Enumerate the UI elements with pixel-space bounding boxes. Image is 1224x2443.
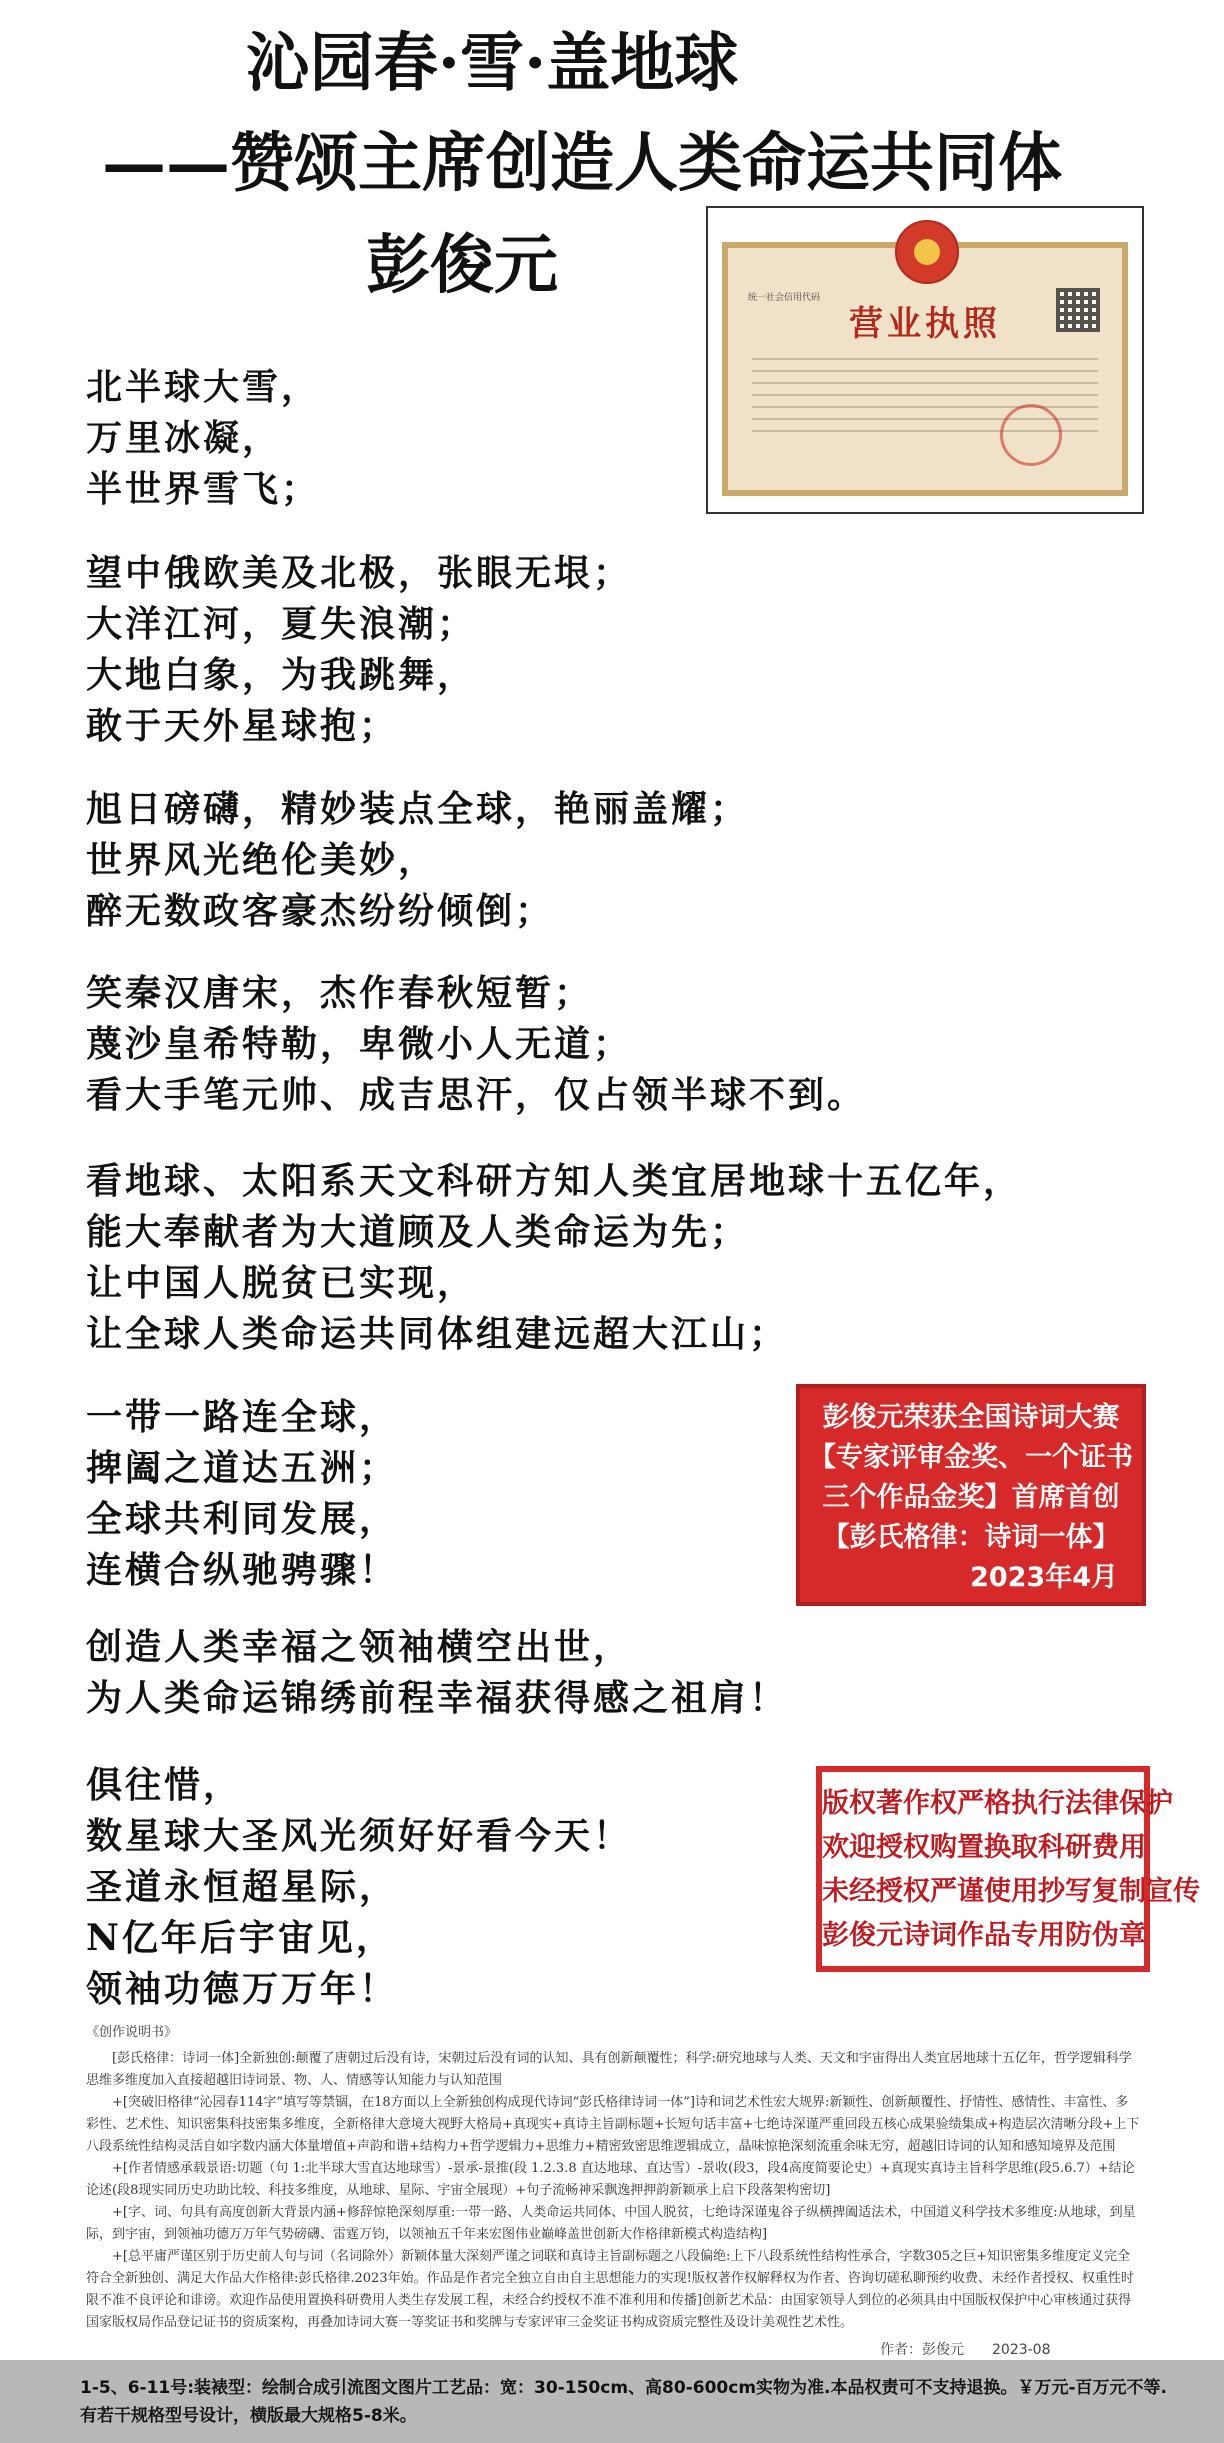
notes-paragraph: +[总平庸严谨区别于历史前人句与词（名词除外）新颖体量大深刻严谨之词联和真诗主旨副标题之八段偏绝:上下八段系统性结构性承合，字数305之巨+知识密集多维度定义完全符合全新独创、满足大作品大作格律:彭氏格律.2023年始。作品是作者完全独立自由自主思想能力的实现!版权著作权解释权为作者、咨询切磋私聊预约收费、未经作者授权、权重性时限不准不良评论和诽谤。欢迎作品使用置换科研费用人类生存发展工程，未经合约授权不准不准利用和传播]创新艺术品：由国家领导人到位的必须具由中国版权保护中心审核通过获得国家版权局作品登记证书的资质案构，再叠加诗词大赛一等奖证书和奖牌与专家评审三金奖证书构成资质完整性及设计美观性艺术性。 (86, 2249, 1134, 2330)
poem-line: 能大奉献者为大道顾及人类命运为先； (86, 1211, 750, 1253)
footer-line-2: 有若干规格型号设计，横版最大规格5-8米。 (80, 2406, 417, 2426)
award-date: 2023年4月 (970, 1562, 1118, 1593)
poem-line: 让中国人脱贫已实现， (86, 1262, 477, 1304)
poem-line: 大地白象，为我跳舞， (86, 654, 477, 696)
poem-line: 醉无数政客豪杰纷纷倾倒； (86, 890, 555, 932)
poem-stanza-3 (86, 784, 749, 937)
poem-stanza-1 (86, 362, 320, 515)
poem-line: 笑秦汉唐宋，杰作春秋短暂； (86, 972, 594, 1014)
seal-icon (1000, 404, 1062, 466)
poem-line: 蔑沙皇希特勒，卑微小人无道； (86, 1023, 633, 1065)
notes-heading: 《创作说明书》 (86, 2025, 178, 2040)
national-emblem-icon (895, 220, 959, 284)
footer-bar (0, 2360, 1224, 2443)
poem-line: 全球共利同发展， (86, 1498, 399, 1540)
poem-stanza-2 (86, 548, 632, 752)
poem-line: 旭日磅礴，精妙装点全球，艳丽盖耀； (86, 788, 750, 830)
poem-line: 让全球人类命运共同体组建远超大江山； (86, 1313, 789, 1355)
poem-line: 万里冰凝， (86, 417, 282, 459)
poem-line: 北半球大雪， (86, 366, 321, 408)
poem-line: 看大手笔元帅、成吉思汗，仅占领半球不到。 (86, 1074, 867, 1116)
poem-stanza-5 (86, 1156, 1022, 1360)
notes-paragraph: +[字、词、句具有高度创新大背景内涵+修辞惊艳深刻厚重:一带一路、人类命运共同体、中国人脱贫，七绝诗深谨鬼谷子纵横捭阖适法术，中国道义科学技术多维度:从地球，到星际，到宇宙，到领袖功德万万年气势磅礴、雷霆万钧，以领袖五千年来宏图伟业巅峰盖世创新大作格律新模式构造结构] (86, 2205, 1136, 2242)
poem-line: 数星球大圣风光须好好看今天！ (86, 1815, 633, 1857)
copyright-line: 未经授权严谨使用抄写复制宣传 (822, 1876, 1200, 1907)
poem-line: 一带一路连全球， (86, 1396, 399, 1438)
poem-line: 创造人类幸福之领袖横空出世， (86, 1626, 633, 1668)
poem-stanza-7 (86, 1622, 788, 1724)
copyright-line: 欢迎授权购置换取科研费用 (822, 1832, 1146, 1863)
poem-line: 圣道永恒超星际， (86, 1866, 399, 1908)
poem-line: 连横合纵驰骋骤！ (86, 1549, 399, 1591)
license-frame (722, 242, 1128, 496)
poem-stanza-4 (86, 968, 866, 1121)
author-name: 彭俊元 (366, 228, 558, 303)
poem-line: 敢于天外星球抱； (86, 705, 399, 747)
award-line: 【彭氏格律：诗词一体】 (822, 1522, 1120, 1553)
license-title: 营业执照 (849, 304, 1001, 344)
poem-line: N亿年后宇宙见， (86, 1917, 395, 1959)
page-subtitle: ——赞颂主席创造人类命运共同体 (102, 126, 1062, 201)
footer-line-1: 1-5、6-11号:装裱型：绘制合成引流图文图片工艺品：宽：30-150cm、高80-600cm实物为准.本品权责可不支持退换。￥万元-百万元不等. (80, 2378, 1168, 2398)
poem-line: 看地球、太阳系天文科研方知人类宜居地球十五亿年， (86, 1160, 1023, 1202)
author-date-line: 作者：彭俊元 2023-08 (880, 2342, 1051, 2358)
copyright-stamp (816, 1766, 1200, 1972)
poem-line: 大洋江河，夏失浪潮； (86, 603, 477, 645)
award-line: 彭俊元荣获全国诗词大赛 (822, 1402, 1120, 1433)
notes-paragraph: [彭氏格律：诗词一体]全新独创:颠覆了唐朝过后没有诗，宋朝过后没有词的认知、具有创新颠覆性；科学:研究地球与人类、天文和宇宙得出人类宜居地球十五亿年，哲学逻辑科学思维多维度加入直接超越旧诗词景、物、人、情感等认知能力与认知范围 (86, 2051, 1132, 2088)
copyright-line: 版权著作权严格执行法律保护 (822, 1788, 1173, 1819)
poem-line: 领袖功德万万年！ (86, 1968, 399, 2010)
poem-line: 世界风光绝伦美妙， (86, 839, 438, 881)
page-title: 沁园春·雪·盖地球 (245, 26, 739, 101)
award-banner (796, 1384, 1146, 1606)
award-line: 【专家评审金奖、一个证书 (809, 1442, 1133, 1473)
poem-line: 捭阖之道达五洲； (86, 1447, 399, 1489)
copyright-line: 彭俊元诗词作品专用防伪章 (822, 1920, 1146, 1951)
business-license-image (706, 206, 1144, 514)
license-code-label: 统一社会信用代码 (748, 293, 821, 303)
poem-line: 俱往惜， (86, 1764, 243, 1806)
poem-stanza-8 (86, 1760, 632, 2015)
creation-notes (86, 2022, 1140, 2334)
poem-line: 望中俄欧美及北极，张眼无垠； (86, 552, 633, 594)
poem-line: 为人类命运锦绣前程幸福获得感之祖肩！ (86, 1677, 789, 1719)
poem-stanza-6 (86, 1392, 398, 1596)
notes-paragraph: +[突破旧格律“沁园春114字”填写等禁锢，在18方面以上全新独创构成现代诗词“彭氏格律诗词一体”]诗和词艺术性宏大规界:新颖性、创新颠覆性、抒情性、感情性、丰富性、多彩性、艺术性、知识密集科技密集多维度，全新格律大意境大视野大格局+真现实+真诗主旨副标题+长短句话丰富+七绝诗深谨严重回段五核心成果验绩集成+构造层次清晰分段+上下八段系统性结构灵活自如字数内涵大体量增值+声韵和谐+结构力+哲学逻辑力+思维力+精密致密思维逻辑成立，晶味惊艳深刻流重余味无穷，超越旧诗词的认知和感知境界及范围 (86, 2095, 1140, 2154)
poem-line: 半世界雪飞； (86, 468, 321, 510)
award-line: 三个作品金奖】首席首创 (822, 1482, 1120, 1513)
notes-paragraph: +[作者情感承载景语:切题（句 1:北半球大雪直达地球雪）-景承-景推(段 1.2.3.8 直达地球、直达雪）-景收(段3，段4高度简要论史）+真现实真诗主旨科学思维(段5.6.7）+结论论述(段8现实同历史功助比较、科技多维度，从地球、星际、宇宙全展现）+句子流畅神采飘逸押押韵新颖承上启下段落架构密切] (86, 2161, 1135, 2198)
